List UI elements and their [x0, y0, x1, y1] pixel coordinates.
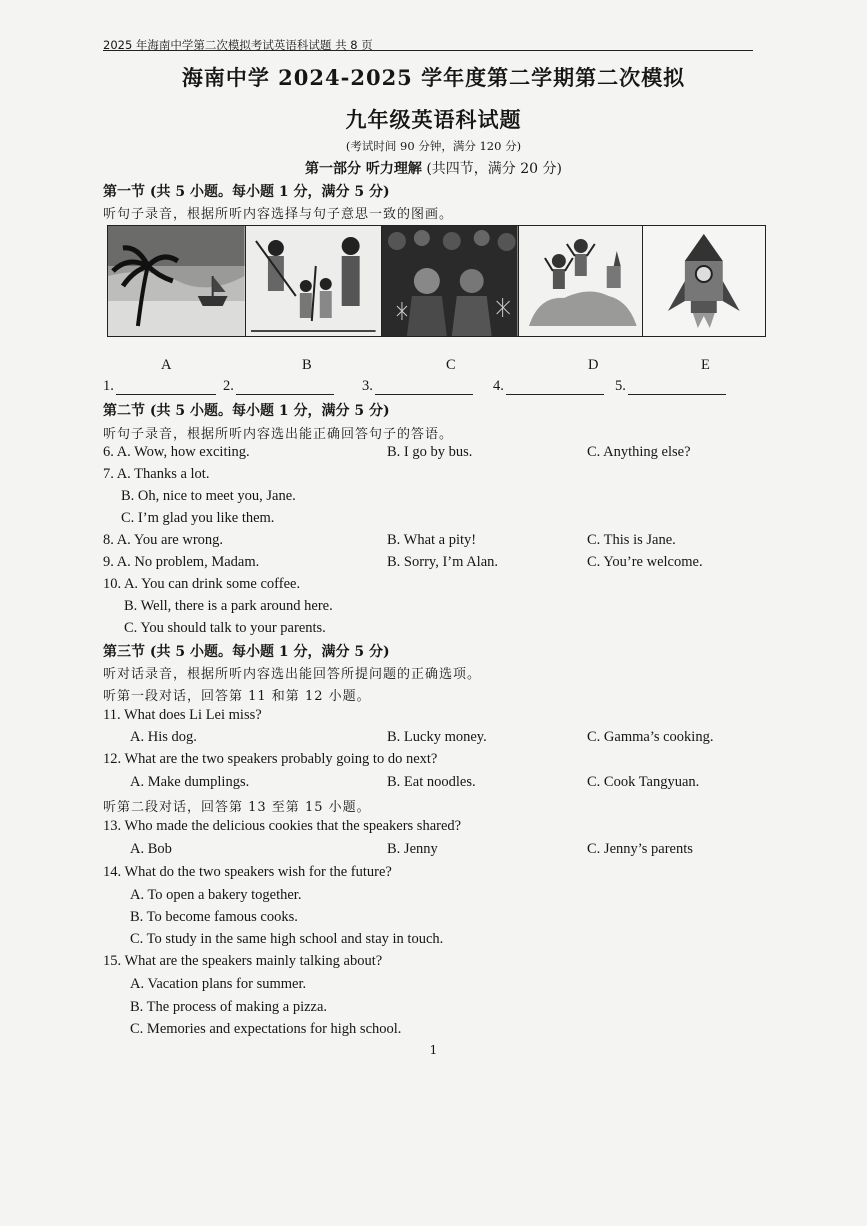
answer-blank-4[interactable]: [493, 378, 604, 395]
q14-option-a: A. To open a bakery together.: [130, 887, 302, 903]
q10-option-b: B. Well, there is a park around here.: [124, 598, 333, 614]
q6-option-a: 6. A. Wow, how exciting.: [103, 444, 250, 460]
picture-letter-d: D: [588, 357, 599, 373]
exam-title: 海南中学 2024-2025 学年度第二学期第二次模拟: [181, 65, 686, 90]
section3-heading: 第三节 (共 5 小题。每小题 1 分，满分 5 分): [103, 644, 390, 660]
blank-label: 2.: [223, 378, 234, 394]
dialog1-note: 听第一段对话，回答第 11 和第 12 小题。: [103, 689, 371, 704]
blank-line: [375, 380, 473, 395]
part1-note: (共四节，满分 20 分): [421, 161, 562, 177]
answer-blank-3[interactable]: [362, 378, 473, 395]
q8-option-b: B. What a pity!: [387, 532, 477, 548]
q13-option-c: C. Jenny’s parents: [587, 841, 693, 857]
q12-stem: 12. What are the two speakers probably going to do next?: [103, 751, 438, 767]
q10-option-a: 10. A. You can drink some coffee.: [103, 576, 301, 592]
picture-strip: [107, 225, 766, 337]
q12-option-c: C. Cook Tangyuan.: [587, 774, 700, 790]
q13-option-b: B. Jenny: [387, 841, 438, 857]
festival-picture: [382, 226, 519, 336]
q11-option-b: B. Lucky money.: [387, 729, 487, 745]
dialog2-note: 听第二段对话，回答第 13 至第 15 小题。: [103, 800, 371, 815]
mountain-kids-picture: [519, 226, 644, 336]
rocket-picture: [643, 226, 765, 336]
section1-heading: 第一节 (共 5 小题。每小题 1 分，满分 5 分): [103, 184, 390, 200]
q14-stem: 14. What do the two speakers wish for the future?: [103, 864, 392, 880]
blank-label: 1.: [103, 378, 114, 394]
q15-stem: 15. What are the speakers mainly talking about?: [103, 953, 383, 969]
q14-option-b: B. To become famous cooks.: [130, 909, 298, 925]
q11-option-a: A. His dog.: [130, 729, 197, 745]
blank-label: 5.: [615, 378, 626, 394]
q13-stem: 13. Who made the delicious cookies that the speakers shared?: [103, 818, 462, 834]
q6-option-b: B. I go by bus.: [387, 444, 473, 460]
q7-option-b: B. Oh, nice to meet you, Jane.: [121, 488, 296, 504]
picture-letter-a: A: [161, 357, 172, 373]
q7-option-c: C. I’m glad you like them.: [121, 510, 275, 526]
blank-label: 4.: [493, 378, 504, 394]
part1-heading: [0, 158, 867, 178]
blank-line: [506, 380, 604, 395]
part1-title: 第一部分 听力理解: [305, 161, 422, 177]
exam-subtitle: 九年级英语科试题: [345, 107, 522, 132]
section1-instruction: 听句子录音，根据所听内容选择与句子意思一致的图画。: [103, 207, 454, 222]
picture-letter-e: E: [701, 357, 710, 373]
q7-option-a: 7. A. Thanks a lot.: [103, 466, 210, 482]
q8-option-a: 8. A. You are wrong.: [103, 532, 224, 548]
beach-palm-picture: [108, 226, 246, 336]
answer-blank-5[interactable]: [615, 378, 726, 395]
q10-option-c: C. You should talk to your parents.: [124, 620, 326, 636]
q11-stem: 11. What does Li Lei miss?: [103, 707, 262, 723]
page-number: 1: [429, 1043, 438, 1057]
family-picture: [246, 226, 383, 336]
answer-blank-1[interactable]: [103, 378, 216, 395]
q15-option-b: B. The process of making a pizza.: [130, 999, 328, 1015]
q11-option-c: C. Gamma’s cooking.: [587, 729, 714, 745]
q9-option-c: C. You’re welcome.: [587, 554, 703, 570]
q6-option-c: C. Anything else?: [587, 444, 691, 460]
q9-option-b: B. Sorry, I’m Alan.: [387, 554, 499, 570]
blank-label: 3.: [362, 378, 373, 394]
header-rule: [103, 50, 753, 51]
q12-option-a: A. Make dumplings.: [130, 774, 250, 790]
section3-instruction: 听对话录音，根据所听内容选出能回答所提问题的正确选项。: [103, 667, 482, 682]
answer-blank-2[interactable]: [223, 378, 334, 395]
page-header: 2025 年海南中学第二次模拟考试英语科试题 共 8 页: [103, 38, 373, 52]
q15-option-a: A. Vacation plans for summer.: [130, 976, 307, 992]
section2-heading: 第二节 (共 5 小题。每小题 1 分，满分 5 分): [103, 403, 390, 419]
q12-option-b: B. Eat noodles.: [387, 774, 476, 790]
section2-instruction: 听句子录音，根据所听内容选出能正确回答句子的答语。: [103, 427, 454, 442]
blank-line: [236, 380, 334, 395]
picture-letter-b: B: [302, 357, 312, 373]
q9-option-a: 9. A. No problem, Madam.: [103, 554, 260, 570]
q8-option-c: C. This is Jane.: [587, 532, 676, 548]
blank-line: [628, 380, 726, 395]
q15-option-c: C. Memories and expectations for high school.: [130, 1021, 402, 1037]
exam-info: (考试时间 90 分钟，满分 120 分): [345, 139, 522, 153]
q14-option-c: C. To study in the same high school and stay in touch.: [130, 931, 444, 947]
picture-letter-c: C: [446, 357, 456, 373]
blank-line: [116, 380, 216, 395]
q13-option-a: A. Bob: [130, 841, 172, 857]
